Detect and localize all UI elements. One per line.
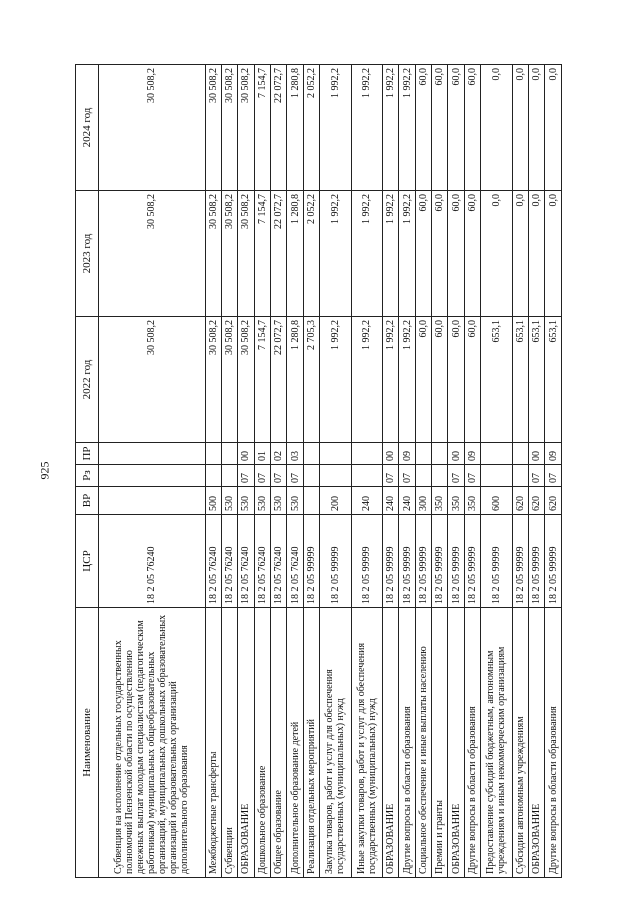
row-2022: 653,1 bbox=[512, 317, 528, 443]
row-vr: 530 bbox=[254, 487, 270, 515]
row-csr: 18 2 05 76240 bbox=[238, 515, 254, 608]
row-2022: 30 508,2 bbox=[205, 317, 221, 443]
row-csr: 18 2 05 99999 bbox=[481, 515, 512, 608]
row-2023: 30 508,2 bbox=[205, 191, 221, 317]
row-2022: 60,0 bbox=[415, 317, 431, 443]
row-pr bbox=[303, 443, 319, 465]
row-pr: 00 bbox=[382, 443, 398, 465]
row-rz bbox=[415, 465, 431, 487]
row-name: Реализация отдельных мероприятий bbox=[303, 608, 319, 878]
row-2023: 30 508,2 bbox=[221, 191, 237, 317]
row-csr: 18 2 05 76240 bbox=[99, 515, 206, 608]
row-name: Межбюджетные трансферты bbox=[205, 608, 221, 878]
row-name: Другие вопросы в области образования bbox=[545, 608, 562, 878]
row-vr: 530 bbox=[271, 487, 287, 515]
table-row bbox=[528, 65, 544, 878]
header-vr: ВР bbox=[76, 487, 99, 515]
table-row bbox=[254, 65, 270, 878]
rotated-page-content bbox=[75, 65, 562, 878]
row-2022: 1 992,2 bbox=[320, 317, 351, 443]
row-2024: 60,0 bbox=[415, 65, 431, 191]
row-csr: 18 2 05 76240 bbox=[205, 515, 221, 608]
row-rz bbox=[221, 465, 237, 487]
row-name: Иные закупки товаров, работ и услуг для обеспечения государственных (муниципальных) нужд bbox=[351, 608, 382, 878]
row-rz: 07 bbox=[382, 465, 398, 487]
row-2024: 22 072,7 bbox=[271, 65, 287, 191]
table-row bbox=[481, 65, 512, 878]
row-2022: 653,1 bbox=[481, 317, 512, 443]
row-2022: 30 508,2 bbox=[99, 317, 206, 443]
row-csr: 18 2 05 99999 bbox=[512, 515, 528, 608]
row-csr: 18 2 05 99999 bbox=[399, 515, 415, 608]
row-name: ОБРАЗОВАНИЕ bbox=[382, 608, 398, 878]
row-2022: 30 508,2 bbox=[221, 317, 237, 443]
row-pr: 01 bbox=[254, 443, 270, 465]
row-csr: 18 2 05 99999 bbox=[448, 515, 464, 608]
row-vr: 200 bbox=[320, 487, 351, 515]
row-2023: 0,0 bbox=[545, 191, 562, 317]
row-vr: 240 bbox=[399, 487, 415, 515]
row-2023: 7 154,7 bbox=[254, 191, 270, 317]
row-2024: 60,0 bbox=[448, 65, 464, 191]
row-2024: 0,0 bbox=[528, 65, 544, 191]
header-rz: Рз bbox=[76, 465, 99, 487]
row-2022: 60,0 bbox=[432, 317, 448, 443]
row-2023: 0,0 bbox=[528, 191, 544, 317]
table-row bbox=[320, 65, 351, 878]
row-csr: 18 2 05 99999 bbox=[545, 515, 562, 608]
row-rz bbox=[99, 465, 206, 487]
table-row bbox=[271, 65, 287, 878]
header-name: Наименование bbox=[76, 608, 99, 878]
row-pr: 00 bbox=[528, 443, 544, 465]
row-pr: 09 bbox=[399, 443, 415, 465]
row-2023: 30 508,2 bbox=[238, 191, 254, 317]
row-pr: 02 bbox=[271, 443, 287, 465]
row-2023: 22 072,7 bbox=[271, 191, 287, 317]
row-csr: 18 2 05 76240 bbox=[254, 515, 270, 608]
row-2022: 60,0 bbox=[448, 317, 464, 443]
row-2023: 60,0 bbox=[415, 191, 431, 317]
row-2024: 30 508,2 bbox=[221, 65, 237, 191]
row-rz bbox=[303, 465, 319, 487]
row-2024: 60,0 bbox=[464, 65, 480, 191]
row-pr bbox=[205, 443, 221, 465]
table-body bbox=[99, 65, 562, 878]
row-2023: 0,0 bbox=[512, 191, 528, 317]
row-pr: 09 bbox=[464, 443, 480, 465]
row-name: Дополнительное образование детей bbox=[287, 608, 303, 878]
row-rz bbox=[320, 465, 351, 487]
row-vr bbox=[303, 487, 319, 515]
row-pr bbox=[432, 443, 448, 465]
row-2023: 60,0 bbox=[464, 191, 480, 317]
row-name: ОБРАЗОВАНИЕ bbox=[528, 608, 544, 878]
row-csr: 18 2 05 99999 bbox=[415, 515, 431, 608]
row-2022: 1 992,2 bbox=[399, 317, 415, 443]
row-2022: 2 705,3 bbox=[303, 317, 319, 443]
row-2023: 1 992,2 bbox=[382, 191, 398, 317]
table-row bbox=[464, 65, 480, 878]
row-2022: 22 072,7 bbox=[271, 317, 287, 443]
row-csr: 18 2 05 99999 bbox=[432, 515, 448, 608]
row-2024: 7 154,7 bbox=[254, 65, 270, 191]
header-pr: ПР bbox=[76, 443, 99, 465]
row-2022: 1 992,2 bbox=[351, 317, 382, 443]
row-csr: 18 2 05 99999 bbox=[320, 515, 351, 608]
table-header-row bbox=[76, 65, 99, 878]
row-2024: 30 508,2 bbox=[99, 65, 206, 191]
row-2023: 1 280,8 bbox=[287, 191, 303, 317]
row-2023: 60,0 bbox=[448, 191, 464, 317]
table-row bbox=[382, 65, 398, 878]
row-2024: 0,0 bbox=[545, 65, 562, 191]
row-pr bbox=[99, 443, 206, 465]
row-vr: 620 bbox=[528, 487, 544, 515]
row-2023: 0,0 bbox=[481, 191, 512, 317]
row-2024: 2 052,2 bbox=[303, 65, 319, 191]
row-name: Социальное обеспечение и иные выплаты населению bbox=[415, 608, 431, 878]
row-pr bbox=[351, 443, 382, 465]
row-pr: 00 bbox=[238, 443, 254, 465]
row-name: ОБРАЗОВАНИЕ bbox=[238, 608, 254, 878]
row-name: Закупка товаров, работ и услуг для обеспечения государственных (муниципальных) нужд bbox=[320, 608, 351, 878]
row-rz: 07 bbox=[528, 465, 544, 487]
header-csr: ЦСР bbox=[76, 515, 99, 608]
row-2024: 1 992,2 bbox=[382, 65, 398, 191]
row-name: Премии и гранты bbox=[432, 608, 448, 878]
row-name: ОБРАЗОВАНИЕ bbox=[448, 608, 464, 878]
row-name: Другие вопросы в области образования bbox=[464, 608, 480, 878]
row-rz: 07 bbox=[238, 465, 254, 487]
row-vr: 600 bbox=[481, 487, 512, 515]
row-rz: 07 bbox=[464, 465, 480, 487]
row-vr: 350 bbox=[432, 487, 448, 515]
row-2024: 0,0 bbox=[481, 65, 512, 191]
row-2022: 653,1 bbox=[545, 317, 562, 443]
row-rz: 07 bbox=[287, 465, 303, 487]
row-csr: 18 2 05 99999 bbox=[528, 515, 544, 608]
table-row bbox=[432, 65, 448, 878]
table-row bbox=[399, 65, 415, 878]
table-row bbox=[415, 65, 431, 878]
row-rz: 07 bbox=[399, 465, 415, 487]
row-csr: 18 2 05 99999 bbox=[351, 515, 382, 608]
page-number: 925 bbox=[37, 461, 52, 480]
row-2024: 1 992,2 bbox=[320, 65, 351, 191]
row-rz bbox=[351, 465, 382, 487]
table-row bbox=[545, 65, 562, 878]
row-2023: 30 508,2 bbox=[99, 191, 206, 317]
row-pr bbox=[415, 443, 431, 465]
table-row bbox=[221, 65, 237, 878]
table-row bbox=[351, 65, 382, 878]
row-csr: 18 2 05 76240 bbox=[271, 515, 287, 608]
row-rz bbox=[481, 465, 512, 487]
row-vr: 300 bbox=[415, 487, 431, 515]
row-name: Дошкольное образование bbox=[254, 608, 270, 878]
header-2023: 2023 год bbox=[76, 191, 99, 317]
row-name: Другие вопросы в области образования bbox=[399, 608, 415, 878]
row-vr: 620 bbox=[545, 487, 562, 515]
row-rz: 07 bbox=[448, 465, 464, 487]
row-2024: 60,0 bbox=[432, 65, 448, 191]
row-2023: 1 992,2 bbox=[320, 191, 351, 317]
row-name: Субвенция на исполнение отдельных государственных полномочий Пензенской области по осуществлению денежных выплат молодым специалистам (педагогическим работникам) муниципальных общеобразовательных организаций, муниципальных дошкольных образовательных организаций и образовательных организаций дополнительного образования bbox=[99, 608, 206, 878]
row-2022: 1 280,8 bbox=[287, 317, 303, 443]
row-pr: 00 bbox=[448, 443, 464, 465]
row-rz bbox=[205, 465, 221, 487]
row-2024: 1 992,2 bbox=[399, 65, 415, 191]
row-csr: 18 2 05 99999 bbox=[382, 515, 398, 608]
row-pr: 09 bbox=[545, 443, 562, 465]
row-2024: 1 280,8 bbox=[287, 65, 303, 191]
row-2023: 60,0 bbox=[432, 191, 448, 317]
row-name: Субсидии автономным учреждениям bbox=[512, 608, 528, 878]
row-2022: 653,1 bbox=[528, 317, 544, 443]
row-vr: 530 bbox=[221, 487, 237, 515]
row-rz: 07 bbox=[271, 465, 287, 487]
row-rz: 07 bbox=[254, 465, 270, 487]
row-2024: 30 508,2 bbox=[205, 65, 221, 191]
row-2022: 60,0 bbox=[464, 317, 480, 443]
row-vr bbox=[99, 487, 206, 515]
row-2022: 1 992,2 bbox=[382, 317, 398, 443]
row-rz bbox=[432, 465, 448, 487]
row-2024: 0,0 bbox=[512, 65, 528, 191]
row-csr: 18 2 05 99999 bbox=[464, 515, 480, 608]
row-pr bbox=[221, 443, 237, 465]
table-row bbox=[238, 65, 254, 878]
row-2022: 7 154,7 bbox=[254, 317, 270, 443]
row-rz bbox=[512, 465, 528, 487]
row-vr: 620 bbox=[512, 487, 528, 515]
row-vr: 240 bbox=[351, 487, 382, 515]
table-row bbox=[287, 65, 303, 878]
row-csr: 18 2 05 76240 bbox=[221, 515, 237, 608]
row-rz: 07 bbox=[545, 465, 562, 487]
header-2024: 2024 год bbox=[76, 65, 99, 191]
row-2023: 2 052,2 bbox=[303, 191, 319, 317]
table-row bbox=[512, 65, 528, 878]
row-2024: 1 992,2 bbox=[351, 65, 382, 191]
row-vr: 530 bbox=[287, 487, 303, 515]
row-csr: 18 2 05 76240 bbox=[287, 515, 303, 608]
row-pr bbox=[481, 443, 512, 465]
row-2022: 30 508,2 bbox=[238, 317, 254, 443]
row-2023: 1 992,2 bbox=[399, 191, 415, 317]
row-name: Общее образование bbox=[271, 608, 287, 878]
row-pr: 03 bbox=[287, 443, 303, 465]
table-row bbox=[448, 65, 464, 878]
row-name: Предоставление субсидий бюджетным, автономным учреждениям и иным некоммерческим организациям bbox=[481, 608, 512, 878]
row-vr: 350 bbox=[448, 487, 464, 515]
table-row bbox=[99, 65, 206, 878]
row-pr bbox=[512, 443, 528, 465]
row-vr: 500 bbox=[205, 487, 221, 515]
row-2023: 1 992,2 bbox=[351, 191, 382, 317]
row-2024: 30 508,2 bbox=[238, 65, 254, 191]
row-name: Субвенции bbox=[221, 608, 237, 878]
table-row bbox=[303, 65, 319, 878]
row-vr: 530 bbox=[238, 487, 254, 515]
budget-table bbox=[75, 64, 562, 878]
row-vr: 350 bbox=[464, 487, 480, 515]
row-vr: 240 bbox=[382, 487, 398, 515]
table-row bbox=[205, 65, 221, 878]
row-pr bbox=[320, 443, 351, 465]
header-2022: 2022 год bbox=[76, 317, 99, 443]
row-csr: 18 2 05 99999 bbox=[303, 515, 319, 608]
